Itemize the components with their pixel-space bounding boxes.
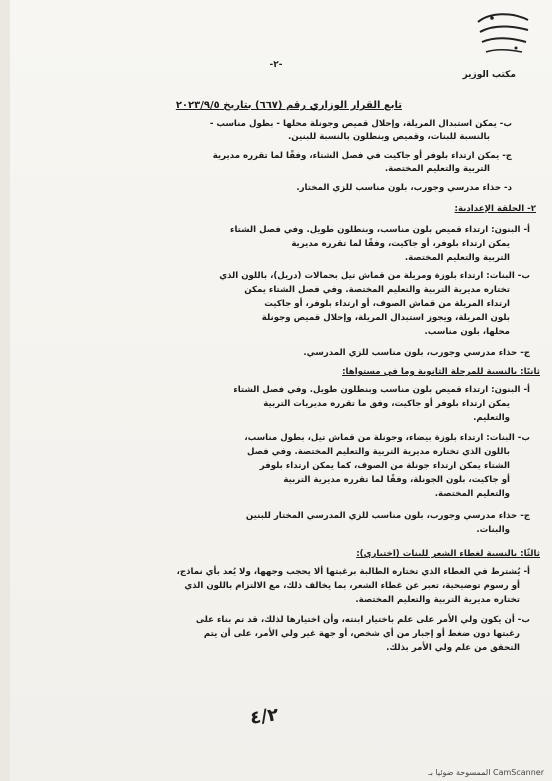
line: محلها، بلون مناسب.: [424, 327, 510, 337]
page-number: -٢-: [269, 60, 283, 70]
line: التربية والتعليم المختصة.: [384, 164, 490, 174]
line: التربية والتعليم المختصة.: [404, 253, 510, 263]
line: ب- البنات: ارتداء بلوزة بيضاء، وجونلة من قماش تيل، بطول مناسب،: [244, 433, 530, 443]
line: أ- يُشترط في الغطاء الذي تختاره الطالبة برغبتها ألا يحجب وجهها، ولا يُعد بأي نماذج،: [176, 567, 530, 577]
line: ج- حذاء مدرسي وجورب، بلون مناسب للزي المدرسي المختار للبنين: [245, 511, 530, 521]
section-heading: ثانيًا: بالنسبة للمرحلة الثانوية وما في مستواها:: [342, 367, 540, 377]
line: رغبتها دون ضغط أو إجبار من أي شخص، أو جهة غير ولي الأمر، على أن يتم: [203, 629, 520, 639]
ministry-seal-icon: [472, 8, 534, 60]
line: والبنات.: [476, 525, 510, 535]
document-title: تابع القرار الوزاري رقم (٦٦٧) بتاريخ ٢٠٢٣/٩/٥: [175, 100, 402, 111]
line: والتعليم المختصة.: [434, 489, 510, 499]
line: ب- البنات: ارتداء بلوزة ومريلة من قماش تيل بحمالات (دريل)، باللون الذي: [219, 271, 530, 281]
scanner-watermark: CamScanner الممسوحة ضوئيا بـ: [428, 768, 544, 777]
line: الشتاء يمكن ارتداء جونلة من الصوف، كما يمكن ارتداء بلوفر: [259, 461, 510, 471]
line: أو رسوم توضيحية، تعبر عن غطاء الشعر، بما يخالف ذلك، مع الالتزام باللون الذي: [184, 581, 520, 591]
minister-office-label: مكتب الوزير: [462, 70, 516, 80]
line: د- حذاء مدرسي وجورب، بلون مناسب للزي المختار.: [296, 183, 512, 193]
line: بالنسبة للبنات، وقميص وبنطلون بالنسبة للبنين.: [287, 132, 490, 142]
line: باللون الذي تختاره مديرية التربية والتعليم المختصة. وفي فصل: [247, 447, 510, 457]
line: ج- حذاء مدرسي وجورب، بلون مناسب للزي المدرسي.: [303, 348, 530, 358]
line: بلون المريلة، ويجوز استبدال المريلة، وإحلال قميص وجونلة: [261, 313, 510, 323]
line: ب- أن يكون ولي الأمر على علم باختيار ابنته، وأن اختيارها لذلك، قد تم بناء على: [195, 615, 530, 625]
line: تختاره مديرية التربية والتعليم المختصة.: [355, 595, 520, 605]
line: ارتداء المريلة من قماش الصوف، أو ارتداء بلوفر، أو جاكيت: [264, 299, 510, 309]
line: ب- يمكن استبدال المريلة، وإحلال قميص وجونلة محلها - بطول مناسب -: [209, 119, 512, 129]
section-heading: ثالثًا: بالنسبة لغطاء الشعر للبنات (اختياري):: [356, 549, 540, 559]
line: أ- البنون: ارتداء قميص بلون مناسب وبنطلون طويل. وفي فصل الشتاء: [233, 385, 530, 395]
line: ج- يمكن ارتداء بلوفر أو جاكيت في فصل الشتاء، وفقًا لما تقرره مديرية: [212, 151, 512, 161]
scan-edge: [0, 0, 10, 781]
line: والتعليم.: [473, 413, 510, 423]
line: يمكن ارتداء بلوفر أو جاكيت، وفق ما تقرره مديريات التربية: [263, 399, 510, 409]
handwritten-page-mark: ٤/٢: [248, 704, 280, 729]
section-heading: ٢- الحلقة الإعدادية:: [454, 204, 536, 214]
line: تختاره مديرية التربية والتعليم المختصة. وفي فصل الشتاء يمكن: [244, 285, 510, 295]
line: التحقق من علم ولي الأمر بذلك.: [386, 643, 520, 653]
line: يمكن ارتداء بلوفر، أو جاكيت، وفقًا لما تقرره مديرية: [291, 239, 510, 249]
line: أ- البنون: ارتداء قميص بلون مناسب، وبنطلون طويل. وفي فصل الشتاء: [230, 225, 530, 235]
line: أو جاكيت، بلون الجونلة، وفقًا لما تقرره مديرية التربية: [283, 475, 510, 485]
